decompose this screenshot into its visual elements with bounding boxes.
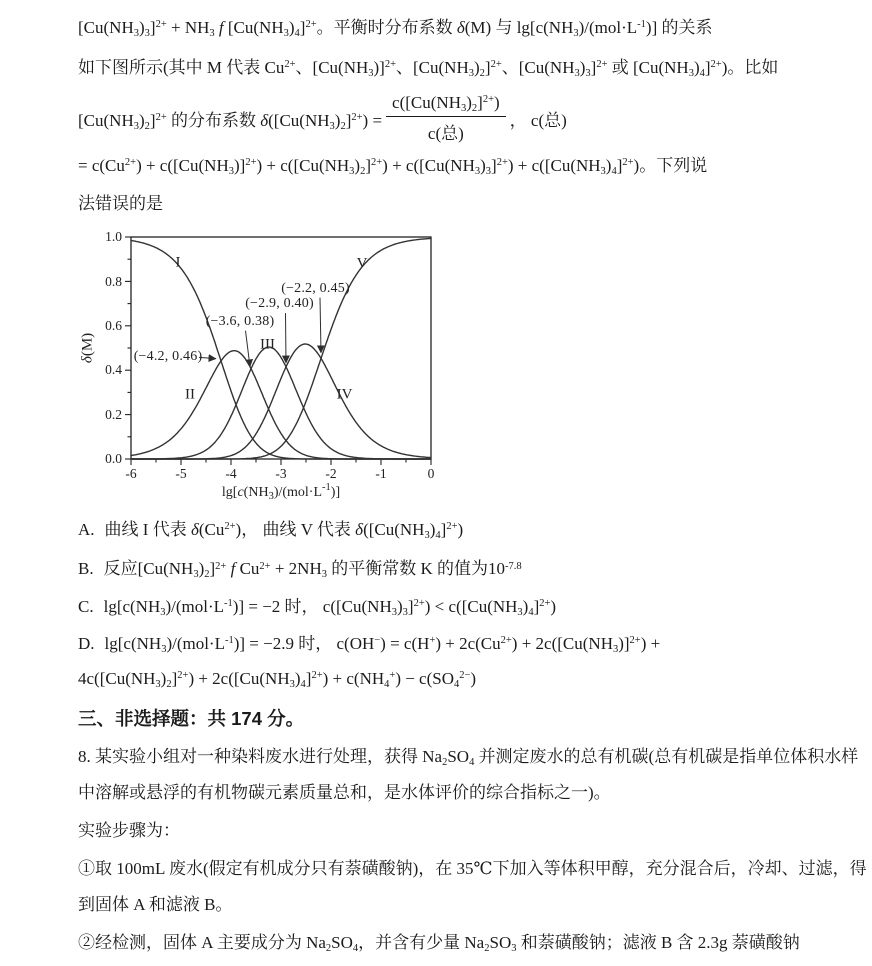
y-tick-label: 0.0 xyxy=(105,451,122,467)
option-row-c xyxy=(78,593,816,620)
fraction-denominator: c(总) xyxy=(427,124,464,144)
annotation-text: (−2.2, 0.45) xyxy=(281,281,350,297)
option-label: D. xyxy=(78,633,95,653)
curve-label-IV: IV xyxy=(336,386,353,403)
option-text: 反应$[Cu(NH_3)_2]^{2+}$ f $Cu^{2+} + 2NH_3$ 的平衡常数 K 的值为$10^{-7.8}$ xyxy=(103,559,522,581)
option-text: 曲线 I 代表 $\delta(Cu^{2+})$， 曲线 V 代表 $\delta([Cu(NH_3)_4]^{2+})$ xyxy=(104,520,464,542)
option-label: B. xyxy=(78,559,94,579)
curve-label-V: V xyxy=(356,255,368,272)
total-conc-line: = $c(Cu^{2+}) + c([Cu(NH_3)]^{2+}) + c([Cu(NH_3)_2]^{2+}) + c([Cu(NH_3)_3]^{2+}) + c([Cu(NH_3)_4]^{2+})$。下列说 xyxy=(78,156,708,178)
x-tick-label: -3 xyxy=(275,466,287,482)
distribution-chart xyxy=(78,228,470,506)
prompt-line: 法错误的是 xyxy=(78,194,163,214)
curve-label-II: II xyxy=(185,386,195,403)
option-text: $\lg[c(NH_3)/(mol\cdot L^{-1})] = -2$ 时， $c([Cu(NH_3)_3]^{2+}) < c([Cu(NH_3)_4]^{2+})$ xyxy=(103,596,557,618)
x-tick-label: 0 xyxy=(427,466,435,482)
option-row-b xyxy=(78,555,816,582)
option-label: A. xyxy=(78,520,95,540)
x-tick-label: -6 xyxy=(125,466,137,482)
section-heading: 三、非选择题：共 174 分。 xyxy=(78,708,305,730)
annotation-text: (−4.2, 0.46) xyxy=(133,348,203,364)
option-label: C. xyxy=(78,596,94,616)
x-tick-label: -5 xyxy=(175,466,187,482)
q8-line-2: 中溶解或悬浮的有机物碳元素质量总和，是水体评价的综合指标之一)。 xyxy=(78,782,611,802)
annotation-text: (−3.6, 0.38) xyxy=(205,313,275,329)
y-tick-label: 1.0 xyxy=(105,229,122,245)
q8-step1-line-2: 到固体 A 和滤液 B。 xyxy=(78,894,233,914)
annotation-text: (−2.9, 0.40) xyxy=(245,296,314,312)
q8-line-1: 8. 某实验小组对一种染料废水进行处理，获得 $Na_2SO_4$ 并测定废水的总有机碳(总有机碳是指单位体积水样 xyxy=(78,746,859,768)
curve-label-III: III xyxy=(260,336,275,353)
x-axis-label: $\lg[c(NH_3)/(mol\cdot L^{-1})]$ xyxy=(221,482,341,503)
annotation-arrow xyxy=(286,313,287,363)
x-tick-label: -2 xyxy=(325,466,337,482)
y-axis-label: δ(M) xyxy=(79,333,96,364)
q8-steps-intro: 实验步骤为： xyxy=(78,820,180,840)
option-row-a xyxy=(78,516,816,543)
annotation-arrow xyxy=(320,298,321,353)
delta-fraction xyxy=(386,92,506,144)
curve-II xyxy=(131,348,431,459)
x-tick-label: -4 xyxy=(225,466,237,482)
option-row-d xyxy=(78,630,816,657)
intro-line-2: 如下图所示(其中 M 代表 $Cu^{2+}$、$[Cu(NH_3)]^{2+}$、$[Cu(NH_3)_2]^{2+}$、$[Cu(NH_3)_3]^{2+}$ 或 $[Cu(NH_3)_4]^{2+}$)。比如 xyxy=(78,58,779,79)
x-tick-label: -1 xyxy=(375,466,387,482)
intro-line-1: $[Cu(NH_3)_3]^{2+} + NH_3$ f $[Cu(NH_3)_4]^{2+}$。平衡时分布系数 δ(M) 与 $\lg[c(NH_3)/(mol\cdot L^{-1})]$ 的关系 xyxy=(78,18,713,39)
delta-formula-line xyxy=(78,92,816,144)
delta-formula-tail: ， c(总) xyxy=(509,110,567,130)
fraction-numerator: $c([Cu(NH_3)_2]^{2+})$ xyxy=(386,92,506,117)
y-tick-label: 0.4 xyxy=(105,362,122,378)
option-d-continuation: $4c([Cu(NH_3)_2]^{2+}) + 2c([Cu(NH_3)_4]^{2+}) + c(NH_4^+) - c(SO_4^{2-})$ xyxy=(78,668,477,690)
q8-step1-line-1: ①取 100mL 废水(假定有机成分只有萘磺酸钠)，在 35℃下加入等体积甲醇，充分混合后，冷却、过滤，得 xyxy=(78,858,867,878)
q8-step2-line: ②经检测，固体 A 主要成分为 $Na_2SO_4$，并含有少量 $Na_2SO_3$ 和萘磺酸钠；滤液 B 含 2.3g 萘磺酸钠 xyxy=(78,932,800,954)
delta-formula-lead: $[Cu(NH_3)_2]^{2+}$ 的分布系数 $\delta([Cu(NH_3)_2]^{2+})$ = xyxy=(78,110,383,132)
option-text: $\lg[c(NH_3)/(mol\cdot L^{-1})] = -2.9$ 时， $c(OH^-) = c(H^+) + 2c(Cu^{2+}) + 2c([Cu(NH_3)]^{2+})$ + xyxy=(104,633,661,655)
y-tick-label: 0.6 xyxy=(105,317,122,333)
distribution-chart-svg xyxy=(78,228,470,506)
y-tick-label: 0.8 xyxy=(105,273,122,289)
curve-label-I: I xyxy=(175,254,181,271)
y-tick-label: 0.2 xyxy=(105,406,122,422)
